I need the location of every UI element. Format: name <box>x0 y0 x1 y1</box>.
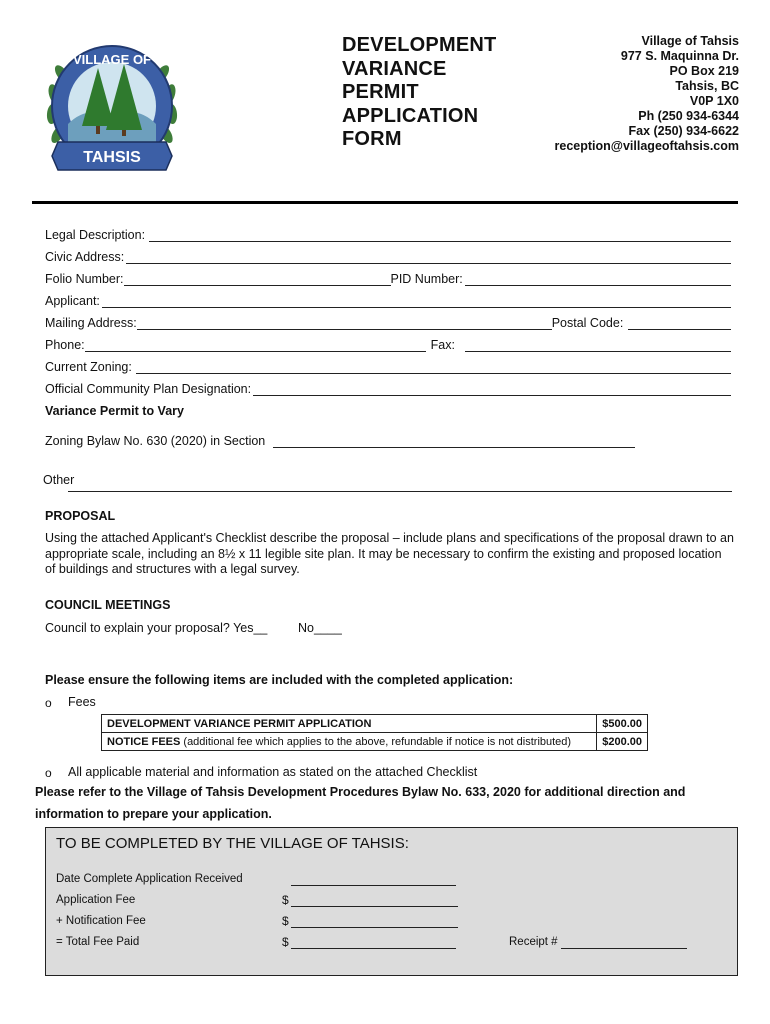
application-fee-label: Application Fee <box>56 894 136 906</box>
current-zoning-row <box>45 356 731 374</box>
village-box-title: TO BE COMPLETED BY THE VILLAGE OF TAHSIS: <box>56 835 409 852</box>
legal-description-row <box>45 224 731 242</box>
contact-line: PO Box 219 <box>669 64 739 78</box>
mailing-address-row <box>45 312 731 330</box>
applicant-row <box>45 290 731 308</box>
table-row <box>102 733 648 751</box>
contact-email: reception@villageoftahsis.com <box>554 139 739 153</box>
title-line: VARIANCE <box>342 57 447 80</box>
proposal-text: Using the attached Applicant's Checklist describe the proposal – include plans and specifications of the proposal drawn to an appropriate scale, including an 8½ x 11 legible site plan. It may be necessary to confirm the existing and proposed location of buildings and structures with a legal survey. <box>45 531 734 576</box>
folio-number-label: Folio Number: <box>45 272 124 286</box>
currency-sign: $ <box>282 893 289 907</box>
civic-address-row <box>45 246 731 264</box>
folio-pid-row <box>45 268 731 286</box>
contact-line: Village of Tahsis <box>641 34 739 48</box>
council-no: No____ <box>298 621 342 635</box>
title-line: DEVELOPMENT <box>342 34 497 56</box>
postal-code-label: Postal Code: <box>551 316 624 330</box>
title-line: FORM <box>342 128 402 150</box>
table-row <box>102 715 648 733</box>
ocp-designation-row <box>45 378 731 396</box>
proposal-heading: PROPOSAL <box>45 509 116 523</box>
folio-number-field[interactable] <box>124 273 391 286</box>
fee-label-cell <box>102 733 597 751</box>
material-item: All applicable material and information as stated on the attached Checklist <box>68 765 478 779</box>
phone-label: Phone: <box>45 338 85 352</box>
fee-amount: $200.00 <box>597 733 648 751</box>
fax-field[interactable] <box>465 339 731 352</box>
contact-line: Tahsis, BC <box>675 79 739 93</box>
legal-description-label: Legal Description: <box>45 228 146 242</box>
application-fee-field[interactable] <box>291 894 458 907</box>
form-title <box>342 34 496 152</box>
receipt-field[interactable] <box>561 936 687 949</box>
total-fee-field[interactable] <box>291 936 456 949</box>
bullet-icon: o <box>45 766 52 780</box>
civic-address-label: Civic Address: <box>45 250 125 264</box>
currency-sign: $ <box>282 914 289 928</box>
fax-label: Fax: <box>430 338 455 352</box>
legal-description-field[interactable] <box>149 229 731 242</box>
zoning-bylaw-label: Zoning Bylaw No. 630 (2020) in Section <box>45 434 266 448</box>
logo-top-text: VILLAGE OF <box>73 52 151 67</box>
zoning-bylaw-field[interactable] <box>273 435 635 448</box>
refer-line: Please refer to the Village of Tahsis Development Procedures Bylaw No. 633, 2020 for additional direction and <box>35 785 686 799</box>
phone-fax-row <box>45 334 731 352</box>
mailing-address-label: Mailing Address: <box>45 316 137 330</box>
date-received-field[interactable] <box>291 873 456 886</box>
receipt-label: Receipt # <box>509 936 558 948</box>
contact-line: 977 S. Maquinna Dr. <box>620 49 739 63</box>
council-heading: COUNCIL MEETINGS <box>45 598 171 612</box>
checklist-heading: Please ensure the following items are included with the completed application: <box>45 673 514 687</box>
current-zoning-field[interactable] <box>136 361 731 374</box>
contact-line: Ph (250 934-6344 <box>638 109 739 123</box>
village-logo <box>38 34 186 176</box>
total-fee-label: = Total Fee Paid <box>56 936 140 948</box>
header-divider <box>32 201 738 204</box>
ocp-designation-field[interactable] <box>253 383 731 396</box>
applicant-field[interactable] <box>102 295 731 308</box>
title-line: APPLICATION <box>342 104 479 127</box>
variance-heading: Variance Permit to Vary <box>45 404 184 418</box>
date-received-label: Date Complete Application Received <box>56 873 243 885</box>
fee-note: (additional fee which applies to the above, refundable if notice is not distributed) <box>180 735 572 748</box>
fees-label: Fees <box>68 695 96 709</box>
contact-line: V0P 1X0 <box>689 94 739 108</box>
fee-label: NOTICE FEES <box>107 735 181 748</box>
pid-number-label: PID Number: <box>390 272 463 286</box>
current-zoning-label: Current Zoning: <box>45 360 132 374</box>
notification-fee-label: + Notification Fee <box>56 915 146 927</box>
contact-line: Fax (250) 934-6622 <box>628 124 739 138</box>
notification-fee-field[interactable] <box>291 915 458 928</box>
village-use-box <box>45 827 738 976</box>
fee-label: DEVELOPMENT VARIANCE PERMIT APPLICATION <box>107 717 372 730</box>
phone-field[interactable] <box>85 339 426 352</box>
applicant-label: Applicant: <box>45 294 100 308</box>
other-label: Other <box>43 473 75 487</box>
zoning-bylaw-row <box>45 430 635 448</box>
postal-code-field[interactable] <box>628 317 731 330</box>
mailing-address-field[interactable] <box>137 317 552 330</box>
refer-line: information to prepare your application. <box>35 807 272 821</box>
contact-block <box>555 34 739 154</box>
council-question: Council to explain your proposal? Yes__ <box>45 621 268 635</box>
ocp-designation-label: Official Community Plan Designation: <box>45 382 252 396</box>
logo-banner-text: TAHSIS <box>83 149 141 166</box>
currency-sign: $ <box>282 935 289 949</box>
fee-amount: $500.00 <box>597 715 648 733</box>
other-field[interactable] <box>68 491 732 492</box>
pid-number-field[interactable] <box>465 273 731 286</box>
fees-table <box>101 714 648 751</box>
bullet-icon: o <box>45 696 52 710</box>
fee-label-cell <box>102 715 597 733</box>
title-line: PERMIT <box>342 81 419 103</box>
civic-address-field[interactable] <box>126 251 731 264</box>
